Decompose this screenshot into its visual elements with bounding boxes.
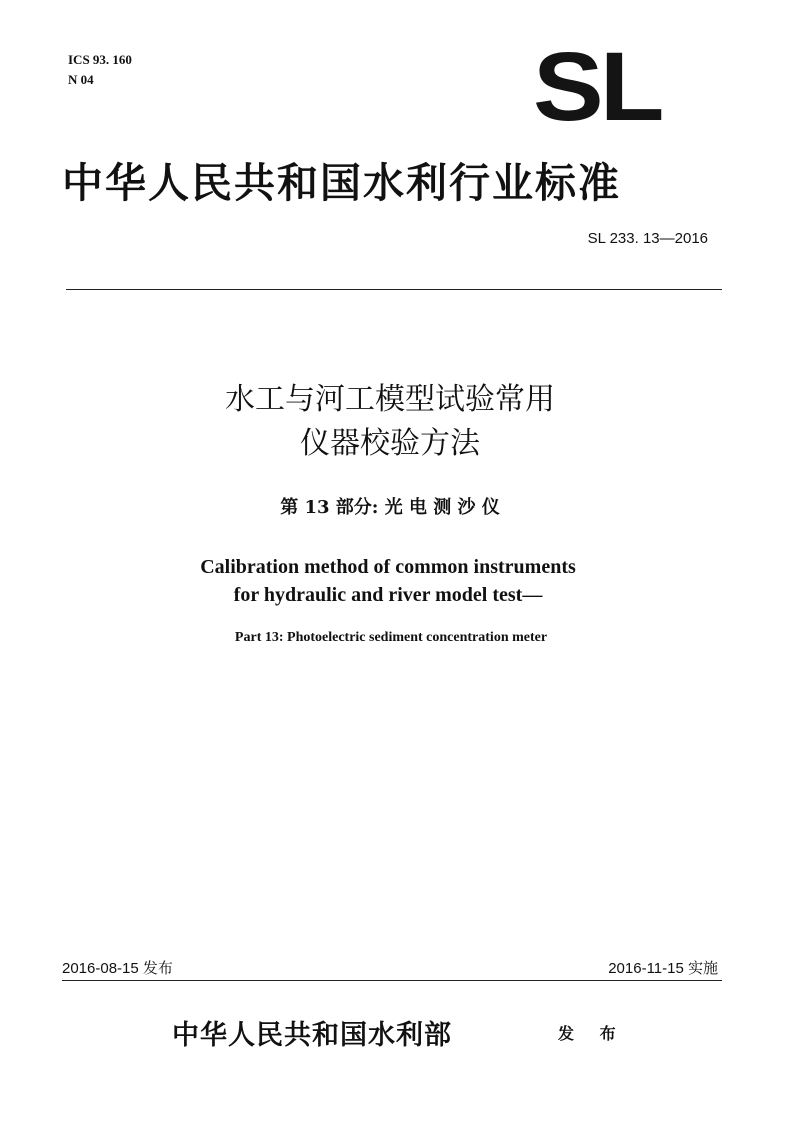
industry-standard-title: 中华人民共和国水利行业标准	[62, 159, 621, 207]
issuing-ministry: 中华人民共和国水利部	[172, 1020, 452, 1051]
classification-codes	[68, 50, 132, 90]
english-title-line-1: Calibration method of common instruments	[200, 556, 576, 578]
chinese-title-line-1: 水工与河工模型试验常用	[225, 382, 555, 417]
sl-logo: SL	[533, 32, 661, 142]
chinese-title-line-2: 仪器校验方法	[300, 426, 480, 461]
ics-code: ICS 93. 160	[68, 52, 132, 67]
chinese-part-title: 第 13 部分: 光 电 测 沙 仪	[280, 497, 500, 518]
english-title-line-2: for hydraulic and river model test—	[233, 584, 543, 606]
issue-date: 2016-08-15 发布	[62, 960, 173, 977]
publish-label: 发 布	[558, 1024, 626, 1043]
english-title	[0, 553, 776, 609]
english-part-title: Part 13: Photoelectric sediment concentration meter	[234, 630, 548, 645]
implementation-date: 2016-11-15 实施	[608, 960, 718, 977]
standard-number: SL 233. 13—2016	[587, 230, 708, 247]
category-code: N 04	[68, 72, 94, 87]
bottom-divider	[62, 980, 722, 981]
top-divider	[66, 289, 722, 290]
chinese-title	[0, 378, 780, 466]
